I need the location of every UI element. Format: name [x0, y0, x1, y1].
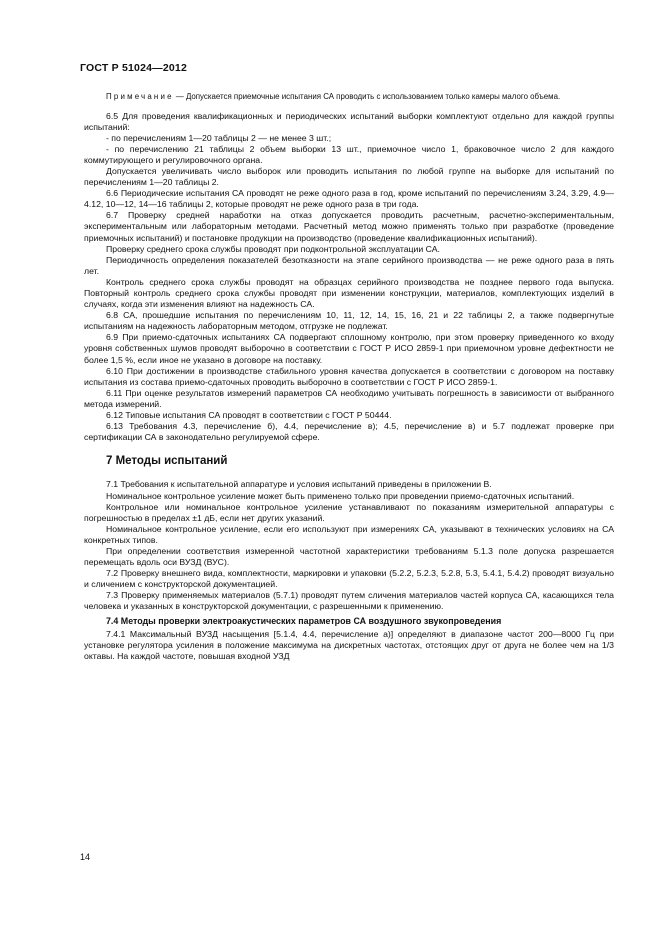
subsection-heading: 7.4 Методы проверки электроакустических параметров СА воздушного звукопроведения: [106, 615, 502, 626]
paragraph: - по перечислению 21 таблицы 2 объем выборки 13 шт., приемочное число 1, браковочное число 2 для каждого коммутирующего и регулировочного органа.: [84, 143, 614, 165]
section6-paragraphs: [84, 111, 614, 444]
note-text: — Допускается приемочные испытания СА проводить с использованием только камеры малого объема.: [175, 92, 561, 101]
page-number: 14: [80, 852, 91, 862]
paragraph: Допускается увеличивать число выборок или проводить испытания по любой группе на выборке для испытаний по перечислениям 1—20 таблицы 2.: [84, 165, 614, 188]
paragraph: 6.8 СА, прошедшие испытания по перечислениям 10, 11, 12, 14, 15, 16, 21 и 22 таблицы 2, а также подвергнутые испытаниям на надежность лабораторным методом, отгрузке не подлежат.: [84, 310, 614, 332]
paragraph: Номинальное контрольное усиление, если его используют при измерениях СА, указывают в технических условиях на СА конкретных типов.: [84, 523, 614, 545]
paragraph: Номинальное контрольное усиление может быть применено только при проведении приемо-сдаточных испытаний.: [106, 490, 575, 501]
paragraph: 7.3 Проверку применяемых материалов (5.7.1) проводят путем сличения материалов частей корпуса СА, касающихся тела человека и указанных в конструкторской документации, с разрешенными к применению.: [84, 590, 614, 612]
paragraph: 6.7 Проверку средней наработки на отказ допускается проводить расчетным, расчетно-экспериментальным, экспериментальным или лабораторным методами. Расчетный метод можно применять только при разработке (проведение приемочных испытаний) и постановке продукции на производство (проведение квалификационных испытаний).: [84, 210, 614, 243]
paragraph: При определении соответствия измеренной частотной характеристики требованиям 5.1.3 поле допуска разрешается перемещать вдоль оси ВУЗД (ВУС).: [84, 545, 614, 568]
paragraph: 7.1 Требования к испытательной аппаратуре и условия испытаний приведены в приложении В.: [106, 479, 492, 490]
paragraph: 6.13 Требования 4.3, перечисление б), 4.4, перечисление в); 4.5, перечисление в) и 5.7 подлежат проверке при сертификации СА в законодательно регулируемой сфере.: [84, 421, 614, 443]
paragraph: Проверку среднего срока службы проводят при подконтрольной эксплуатации СА.: [106, 243, 440, 254]
paragraph: 7.4.1 Максимальный ВУЗД насыщения [5.1.4, 4.4, перечисление а)] определяют в диапазоне частот 200—8000 Гц при установке регулятора усиления в положение максимума на дискретных частотах, отстоящих друг от друга не более чем на 1/3 октавы. На каждой частоте, повышая входной УЗД: [84, 628, 614, 661]
paragraph: 6.11 При оценке результатов измерений параметров СА необходимо учитывать погрешность в зависимости от выбранного метода измерений.: [84, 387, 614, 409]
document-body: [84, 92, 614, 662]
paragraph: 6.12 Типовые испытания СА проводят в соответствии с ГОСТ Р 50444.: [106, 410, 392, 421]
paragraph: 6.6 Периодические испытания СА проводят не реже одного раза в год, кроме испытаний по перечислениям 3.24, 3.29, 4.9—4.12, 10—12, 14—16 таблицы 2, которые проводят не реже одного раза в три года.: [84, 188, 614, 210]
section-heading: 7 Методы испытаний: [106, 455, 228, 468]
paragraph: - по перечислениям 1—20 таблицы 2 — не менее 3 шт.;: [106, 132, 332, 143]
paragraph: Периодичность определения показателей безотказности на этапе серийного производства — не реже одного раза в пять лет.: [84, 254, 614, 276]
paragraph: 6.5 Для проведения квалификационных и периодических испытаний выборки комплектуют отдельно для каждой группы испытаний:: [84, 110, 614, 132]
paragraph: 6.9 При приемо-сдаточных испытаниях СА подвергают сплошному контролю, при этом проверку приведенного ко входу уровня собственных шумов проводят выборочно в соответствии с ГОСТ Р ИСО 2859-1 при приемочном уровне дефектности не более 1,5 %, если иное не указано в договоре на поставку.: [84, 332, 614, 365]
document-header: ГОСТ Р 51024—2012: [80, 62, 188, 74]
paragraph: 6.10 При достижении в производстве стабильного уровня качества допускается в соответствии с договором на поставку испытания из состава приемо-сдаточных проводить выборочно в соответствии с ГОСТ Р ИСО 2859-1.: [84, 365, 614, 387]
paragraph: Контроль среднего срока службы проводят на образцах серийного производства не позднее первого года выпуска. Повторный контроль среднего срока службы проводят при изменении конструкции, материалов, комплектующих изделий в случаях, когда эти изменения влияют на надежность СА.: [84, 276, 614, 310]
note-paragraph: [84, 92, 614, 103]
paragraph: 7.2 Проверку внешнего вида, комплектности, маркировки и упаковки (5.2.2, 5.2.3, 5.2.8, 5.3, 5.4.1, 5.4.2) проводят визуально и сличением с конструкторской документацией.: [84, 568, 614, 590]
paragraph: Контрольное или номинальное контрольное усиление устанавливают по показаниям измерительной аппаратуры с погрешностью в пределах ±1 дБ, если нет других указаний.: [84, 501, 614, 523]
subsection74-paragraphs: [84, 629, 614, 662]
note-label: Примечание: [106, 92, 174, 101]
section7-paragraphs: [84, 479, 614, 612]
